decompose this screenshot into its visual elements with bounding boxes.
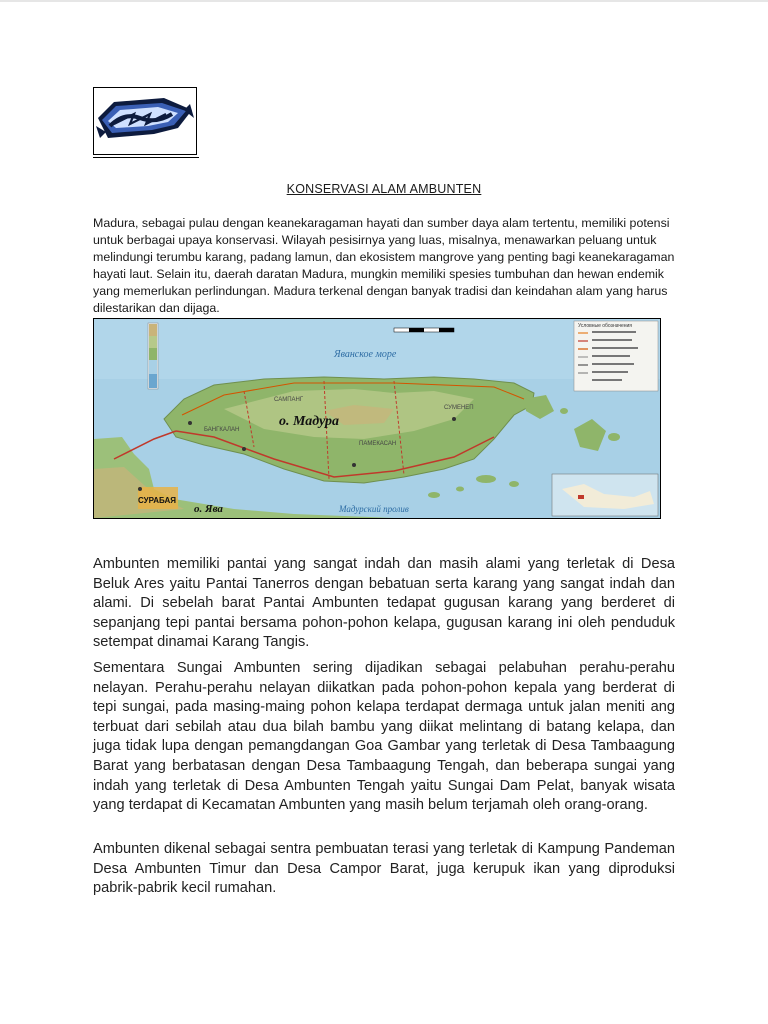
paragraph-ambunten-terasi: Ambunten dikenal sebagai sentra pembuatan terasi yang terletak di Kampung Pandeman Desa Ambunten Timur dan Desa Campor Barat, juga kerupuk ikan yang diproduksi pabrik-pabrik kecil rumahan. (93, 841, 675, 897)
map-label-strait: Мадурский пролив (339, 504, 409, 514)
map-label-region-4: СУМЕНЕП (444, 405, 474, 411)
paragraph-ambunten-beach: Ambunten memiliki pantai yang sangat indah dan masih alami yang terletak di Desa Beluk Ares yaitu Pantai Tanerros dengan bebatuan serta karang yang sangat indah dan alami. Di sebelah barat Pantai Ambunten tedapat gugusan karang yang berderet di sepanjang tepi pantai bersama pohon-pohon kelapa, gugusan karang ini oleh penduduk setempat dinamai Karang Tangis. (93, 556, 675, 651)
map-label-java: о. Ява (194, 503, 223, 515)
map-label-region-1: БАНГКАЛАН (204, 427, 240, 433)
map-label-region-2: САМПАНГ (274, 397, 304, 403)
logo-underline (93, 157, 199, 158)
page-top-rule (0, 0, 768, 2)
logo (93, 87, 197, 155)
map-label-sea: Яванское море (334, 349, 397, 360)
logo-emblem-icon (94, 88, 196, 154)
map-legend-title: Условные обозначения (578, 323, 633, 329)
map-label-city: СУРАБАЯ (138, 496, 177, 505)
map-label-island: о. Мадура (279, 414, 340, 429)
madura-map (93, 318, 661, 519)
intro-paragraph: Madura, sebagai pulau dengan keanekaragaman hayati dan sumber daya alam tertentu, memiliki potensi untuk berbagai upaya konservasi. Wilayah pesisirnya yang luas, misalnya, menawarkan peluang untuk melindungi terumbu karang, padang lamun, dan ekosistem mangrove yang penting bagi keanekaragaman hayati laut. Selain itu, daerah daratan Madura, mungkin memiliki spesies tumbuhan dan hewan endemik yang memerlukan perlindungan. Madura terkenal dengan banyak tradisi dan keindahan alam yang harus dilestarikan dan dijaga. (93, 216, 675, 315)
document-title: KONSERVASI ALAM AMBUNTEN (286, 182, 482, 196)
map-label-region-3: ПАМЕКАСАН (359, 441, 397, 447)
paragraph-ambunten-river: Sementara Sungai Ambunten sering dijadikan sebagai pelabuhan perahu-perahu nelayan. Perahu-perahu nelayan diikatkan pada pohon-pohon kepala yang berderat di tepi sungai, pada masing-maing pohon kelapa terdapat dermaga untuk jalan meniti ang terbuat dari sebilah atau dua bilah bambu yang diikat melintang di batang kelapa, dan juga tidak lupa dengan pemangdangan Goa Gambar yang terletak di Desa Tambaagung Barat yang berbatasan dengan Desa Tambaagung Tengah, dan beberapa sungai yang indah yang terletak di Desa Ambunten Tengah yaitu Sungai Dam Pelat, banyak wisata yang terdapat di Kecamatan Ambunten yang masih belum terjamah oleh orang-orang. (93, 660, 675, 814)
